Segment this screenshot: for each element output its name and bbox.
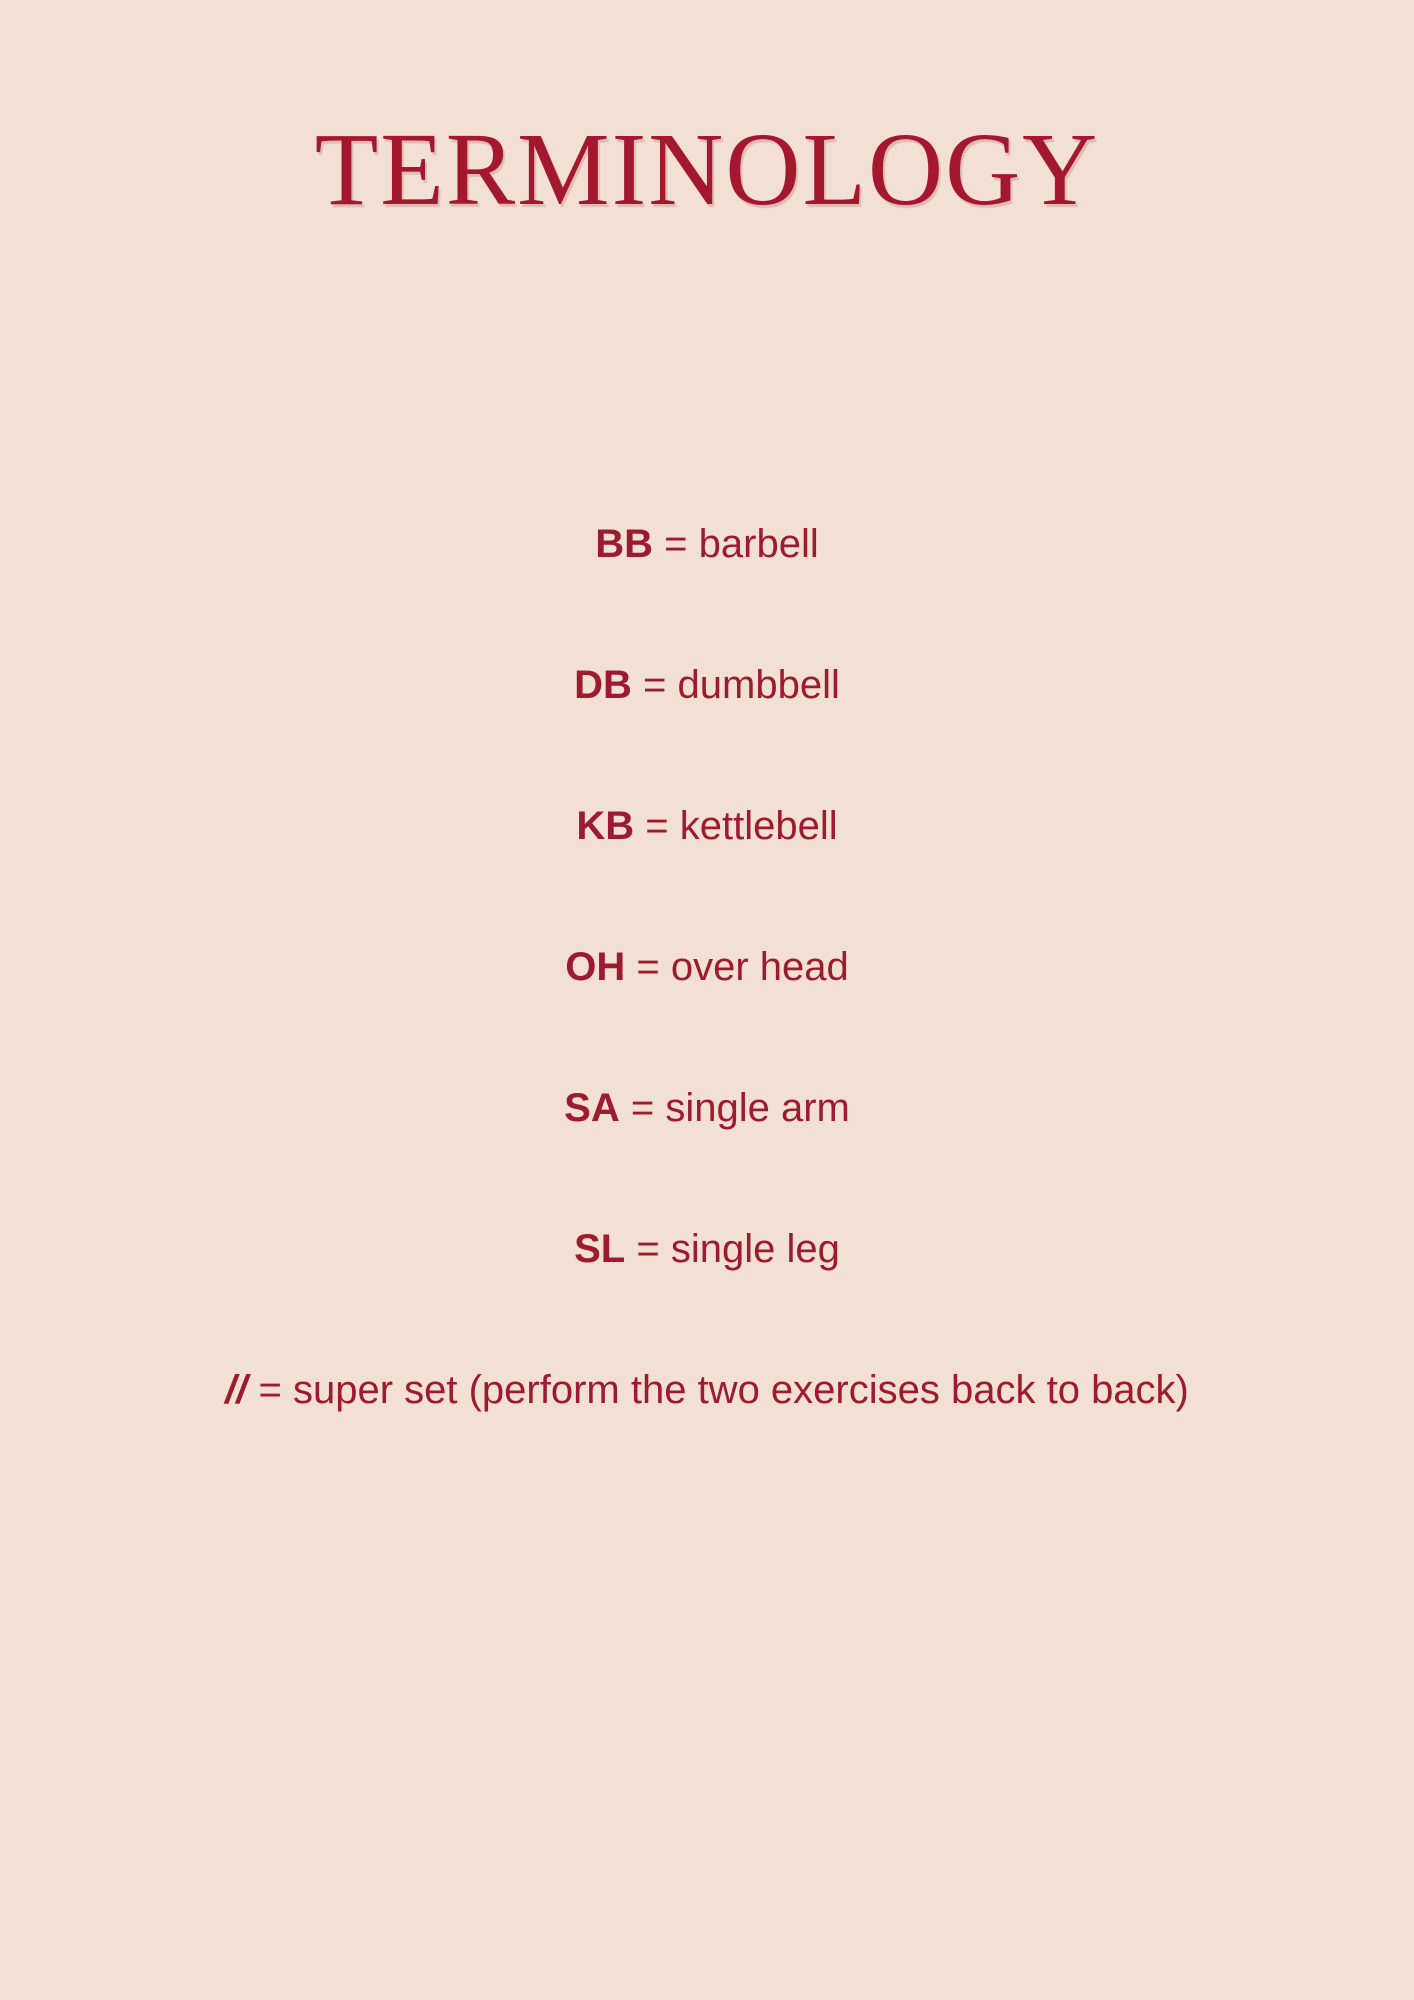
list-item xyxy=(0,1225,1414,1273)
term-definition: = kettlebell xyxy=(645,804,838,848)
term-definition: = barbell xyxy=(664,522,819,566)
term-abbreviation: // xyxy=(225,1368,248,1412)
list-item xyxy=(0,1084,1414,1132)
term-abbreviation: SA xyxy=(564,1086,620,1130)
term-definition: = single leg xyxy=(636,1227,840,1271)
list-item xyxy=(0,943,1414,991)
terminology-list xyxy=(0,520,1414,1414)
term-abbreviation: SL xyxy=(574,1227,626,1271)
list-item xyxy=(0,661,1414,709)
term-abbreviation: OH xyxy=(565,945,626,989)
page-title: TERMINOLOGY xyxy=(314,112,1100,227)
term-abbreviation: KB xyxy=(576,804,635,848)
list-item xyxy=(0,802,1414,850)
term-definition: = single arm xyxy=(630,1086,850,1130)
list-item xyxy=(0,520,1414,568)
list-item xyxy=(0,1366,1414,1414)
term-abbreviation: DB xyxy=(574,663,632,707)
term-definition: = super set (perform the two exercises back to back) xyxy=(258,1368,1189,1412)
term-definition: = dumbbell xyxy=(643,663,840,707)
term-abbreviation: BB xyxy=(595,522,654,566)
term-definition: = over head xyxy=(636,945,849,989)
